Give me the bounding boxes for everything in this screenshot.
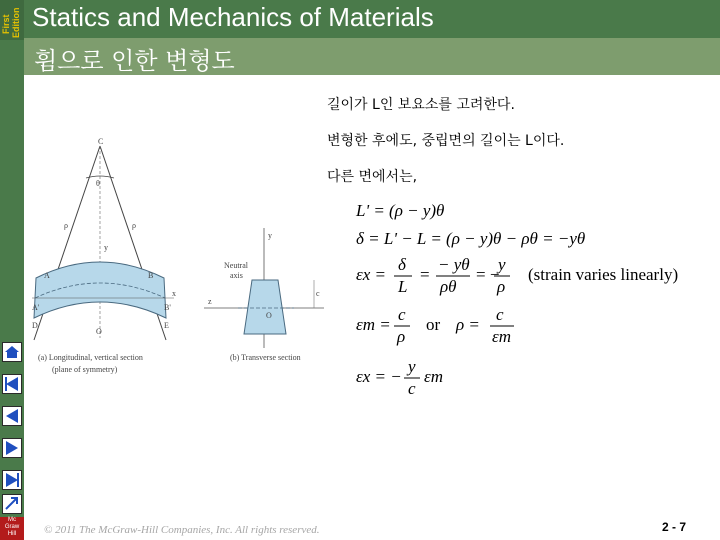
caption-a-line2: (plane of symmetry) (52, 365, 118, 374)
eq4-num2: c (496, 305, 504, 324)
label-y: y (104, 243, 108, 252)
equation-2: δ = L' − L = (ρ − y)θ − ρθ = −yθ (356, 229, 586, 248)
logo-line-2: Graw (4, 524, 20, 530)
caption-a-line1: (a) Longitudinal, vertical section (38, 353, 143, 362)
label-b-prime: B' (164, 303, 171, 312)
eq5-den: c (408, 379, 416, 398)
beam-deformation-figure (24, 128, 340, 390)
label-o-transverse: O (266, 311, 272, 320)
logo-line-1: Mc (8, 517, 16, 523)
label-a: A (44, 271, 50, 280)
label-a-prime: A' (32, 303, 40, 312)
eq3-num1: δ (398, 255, 406, 274)
label-axis: axis (230, 271, 243, 280)
prev-icon (3, 407, 21, 425)
eq3-note: (strain varies linearly) (528, 265, 679, 284)
eq4-den2: εm (492, 327, 511, 346)
equations-block (352, 192, 712, 412)
body-text-line-1: 길이가 L인 보요소를 고려한다. (327, 97, 515, 113)
slide-title: Statics and Mechanics of Materials (32, 2, 434, 32)
home-button[interactable] (2, 342, 22, 362)
exit-button[interactable] (2, 494, 22, 514)
subheader-bar (24, 38, 720, 75)
eq4-num1: c (398, 305, 406, 324)
copyright-text: © 2011 The McGraw-Hill Companies, Inc. All rights reserved. (44, 524, 320, 536)
previous-slide-button[interactable] (2, 406, 22, 426)
eq5-lhs: εx = − (356, 367, 402, 386)
edition-badge (0, 0, 24, 40)
next-icon (3, 439, 21, 457)
eq3-eq3: = − (476, 265, 500, 284)
label-c: C (98, 137, 104, 146)
label-d: D (32, 321, 38, 330)
edition-line-edition: Edition (11, 7, 21, 38)
label-y-transverse: y (268, 231, 272, 240)
label-rho-right: ρ (132, 221, 136, 230)
equation-4 (356, 305, 514, 346)
edition-line-first: First (1, 14, 11, 34)
next-slide-button[interactable] (2, 438, 22, 458)
equation-5 (356, 357, 443, 398)
equation-1: L' = (ρ − y)θ (356, 201, 445, 220)
label-rho-left: ρ (64, 221, 68, 230)
eq3-num2: − yθ (438, 255, 470, 274)
home-icon (3, 343, 21, 361)
eq4-lhs: εm = (356, 315, 391, 334)
first-slide-button[interactable] (2, 374, 22, 394)
label-theta: θ (96, 179, 100, 188)
eq3-den1: L (398, 277, 408, 296)
header-bar (24, 0, 720, 38)
last-icon (3, 471, 21, 489)
page-number: 2 - 7 (662, 520, 687, 534)
eq3-lhs: εx = (356, 265, 386, 284)
label-b: B (148, 271, 154, 280)
transverse-section-diagram (204, 228, 324, 362)
eq3-num3: y (498, 255, 506, 274)
eq4-or: or (426, 315, 441, 334)
mcgraw-hill-logo (0, 517, 24, 540)
caption-b: (b) Transverse section (230, 353, 301, 362)
label-e: E (164, 321, 169, 330)
equation-3 (356, 255, 678, 296)
last-slide-button[interactable] (2, 470, 22, 490)
body-text-line-2: 변형한 후에도, 중립면의 길이는 L이다. (327, 133, 565, 149)
logo-line-3: Hill (7, 531, 17, 537)
label-neutral: Neutral (224, 261, 248, 270)
eq3-den2: ρθ (440, 277, 457, 296)
first-icon (3, 375, 21, 393)
eq5-tail: εm (424, 367, 443, 386)
eq4-mid: ρ = (456, 315, 480, 334)
eq5-num: y (408, 357, 416, 376)
exit-icon (3, 495, 21, 513)
eq4-den1: ρ (397, 327, 406, 346)
body-text-line-3: 다른 면에서는, (327, 169, 418, 185)
label-c-small: c (316, 289, 320, 298)
slide-subtitle: 휨으로 인한 변형도 (34, 47, 235, 75)
label-z: z (208, 297, 212, 306)
longitudinal-section-diagram (32, 137, 176, 374)
eq3-eq2: = (420, 265, 430, 284)
eq3-den3: ρ (497, 277, 506, 296)
label-o: O (96, 327, 102, 336)
label-x: x (172, 289, 176, 298)
